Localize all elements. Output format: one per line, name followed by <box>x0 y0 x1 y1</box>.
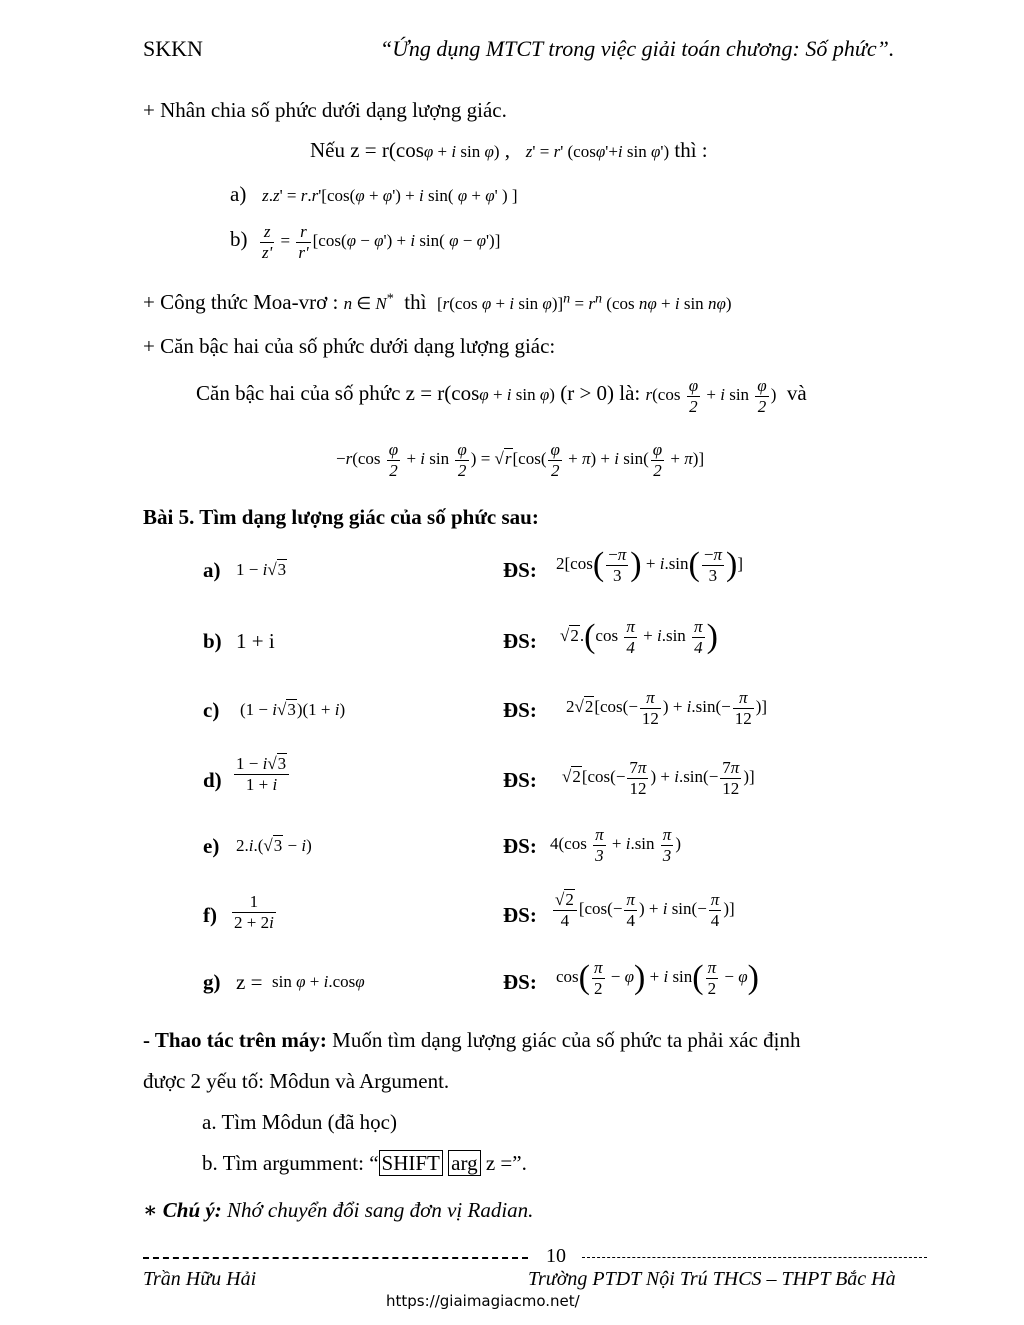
formula-b-label: b) <box>230 226 248 251</box>
header-right: “Ứng dụng MTCT trong việc giải toán chương: Số phức”. <box>380 36 895 61</box>
item-c-answer-label: ĐS: <box>503 698 537 722</box>
item-e-answer: 4(cos $\frac{\pi}{3}$ + i.sin $\frac{\pi}{3}$ ) <box>550 825 681 865</box>
bullet-multiply-divide: + Nhân chia số phức dưới dạng lượng giác. <box>143 98 507 122</box>
exercise-title: Bài 5. Tìm dạng lượng giác của số phức sau: <box>143 505 539 529</box>
item-b-answer-label: ĐS: <box>503 629 537 653</box>
footer-divider-left <box>143 1257 528 1259</box>
footer-url[interactable]: https://giaimagiacmo.net/ <box>386 1292 580 1310</box>
step-b-suffix: z =”. <box>485 1151 527 1175</box>
condition-line: Nếu z = r(cosφ + i sin φ) , z' = r' (cosφ'+i sin φ') thì : <box>310 138 708 162</box>
item-e-label: e) <box>203 834 220 858</box>
step-b-prefix: b. Tìm argumment: “ <box>202 1151 379 1175</box>
item-b-answer: √2.(cos $\frac{\pi}{4}$ + i.sin $\frac{\pi}{4}$ ) <box>560 617 718 657</box>
moivre-formula: [r(cos φ + i $\sin \varphi)]^n = r^n$ (cos nφ + i sin nφ) <box>436 290 732 313</box>
formula-z: φ + i sin φ) <box>423 142 500 161</box>
footer-school: Trường PTDT Nội Trú THCS – THPT Bắc Hà <box>528 1268 896 1290</box>
item-f-answer-label: ĐS: <box>503 903 537 927</box>
item-c-expr: (1 − i√3)(1 + i) <box>240 700 346 719</box>
instructions-line-2: được 2 yếu tố: Môdun và Argument. <box>143 1069 450 1093</box>
item-a-answer: 2[cos( $\frac{-\pi}{3}$ ) + i.sin( $\frac{-\pi}{3}$ )] <box>556 545 743 585</box>
item-d-label: d) <box>203 768 222 792</box>
note-text: Nhớ chuyển đổi sang đơn vị Radian. <box>226 1198 534 1222</box>
item-g-label: g) <box>203 970 221 994</box>
item-d-answer: √2[cos(− $\frac{7\pi}{12}$ ) + i.sin(− $\frac{7\pi}{12}$ )] <box>562 758 755 798</box>
condition-prefix: Nếu z = r(cos <box>310 138 424 162</box>
item-d-answer-label: ĐS: <box>503 768 537 792</box>
header-left: SKKN <box>143 36 203 61</box>
sqrt-root-1: r(cos $\frac{\varphi}{2}$ + i sin $\frac{\varphi}{2}$ ) <box>645 376 777 416</box>
item-e-expr: 2.i.(√3 − i) <box>236 836 312 855</box>
sqrt-line-prefix: Căn bậc hai của số phức z = r(cos <box>196 380 480 405</box>
item-g-answer-label: ĐS: <box>503 970 537 994</box>
formula-b-expr: $\frac{z}{z'}$ = $\frac{r}{r'}$ [cos(φ − φ') + i sin( φ − φ')] <box>262 222 501 262</box>
item-b-expr: 1 + i <box>236 629 275 653</box>
note-bold: Chú ý: <box>162 1198 222 1222</box>
sqrt-z-formula: φ + i sin φ) <box>479 384 555 404</box>
item-b-label: b) <box>203 629 222 653</box>
item-e-answer-label: ĐS: <box>503 834 537 858</box>
moivre-then: thì <box>404 290 427 314</box>
bullet-square-root: + Căn bậc hai của số phức dưới dạng lượng giác: <box>143 334 556 358</box>
item-a-answer-label: ĐS: <box>503 558 537 582</box>
item-g-z: z = <box>236 970 263 994</box>
moivre-cond: n ∈ N* <box>343 290 394 313</box>
step-b <box>202 1151 527 1176</box>
condition-suffix: thì : <box>674 138 708 162</box>
formula-b <box>230 222 500 262</box>
formula-a <box>230 182 518 207</box>
note-line <box>143 1197 533 1223</box>
formula-a-expr: z.z' = r.r'[cos(φ + φ') + i sin( φ + φ' ) ] <box>262 186 518 205</box>
sqrt-root-2: −r(cos $\frac{\varphi}{2}$ + i sin $\frac{\varphi}{2}$ ) = √r[cos( $\frac{\varphi}{2}$ + π) + i sin( $\frac{\varphi}{2}$ + π)] <box>336 440 705 480</box>
key-arg: arg <box>448 1150 480 1176</box>
step-a: a. Tìm Môdun (đã học) <box>202 1110 397 1134</box>
footer-divider-right <box>582 1257 927 1258</box>
sqrt-and: và <box>786 380 807 405</box>
item-g-answer: cos( $\frac{\pi}{2}$ − φ) + i sin( $\frac{\pi}{2}$ − φ) <box>556 958 759 998</box>
page-number: 10 <box>546 1245 566 1267</box>
item-c-answer: 2√2[cos(− $\frac{\pi}{12}$ ) + i.sin(− $\frac{\pi}{12}$ )] <box>566 688 768 728</box>
item-f-expr: $\frac{1}{2 + 2i}$ <box>234 892 274 932</box>
instructions-text-1: Muốn tìm dạng lượng giác của số phức ta phải xác định <box>332 1028 801 1052</box>
sqrt-line-mid: (r > 0) là: <box>560 380 641 405</box>
sqrt-line-1 <box>196 376 807 416</box>
instructions-line-1 <box>143 1028 801 1053</box>
instructions-bold: - Thao tác trên máy: <box>143 1028 327 1052</box>
formula-a-label: a) <box>230 182 247 206</box>
item-f-answer: $\frac{√2}{4}$ [cos(− $\frac{\pi}{4}$ ) + i sin(− $\frac{\pi}{4}$ )] <box>555 890 735 930</box>
moivre-text: + Công thức Moa-vrơ : <box>143 290 339 314</box>
item-d-expr: $\frac{1 - i√3}{1 + i}$ <box>232 754 291 794</box>
moivre-line <box>143 290 732 315</box>
item-c-label: c) <box>203 698 220 722</box>
footer-author: Trần Hữu Hải <box>143 1268 257 1290</box>
item-g-expr: sin φ + i.cosφ <box>272 972 365 991</box>
asterisk-icon: ∗ <box>143 1198 158 1222</box>
item-a-expr: 1 − i√3 <box>236 560 287 579</box>
item-f-label: f) <box>203 903 217 927</box>
key-shift: SHIFT <box>379 1150 443 1176</box>
formula-z-prime: z' = r' (cosφ'+i sin φ') <box>525 142 670 161</box>
item-a-label: a) <box>203 558 221 582</box>
